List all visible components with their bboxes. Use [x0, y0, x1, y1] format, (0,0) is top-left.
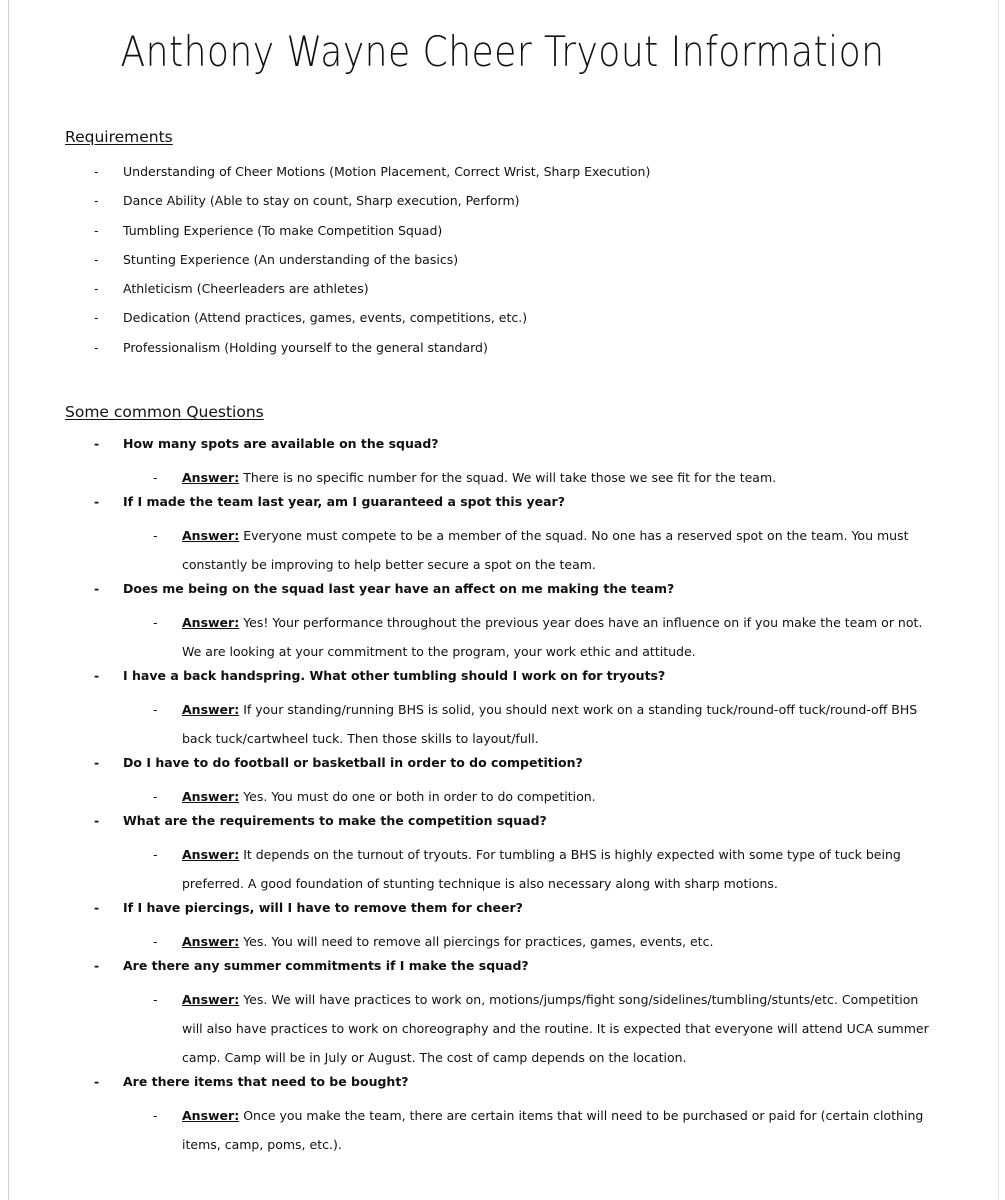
bullet-dash: - — [94, 581, 100, 596]
bullet-dash: - — [94, 251, 99, 267]
bullet-dash: - — [94, 958, 100, 973]
question-text: Do I have to do football or basketball in order to do competition? — [123, 755, 583, 770]
answer-text: Yes. You will need to remove all piercings for practices, games, events, etc. — [243, 934, 714, 949]
bullet-dash: - — [153, 789, 158, 804]
requirement-item — [0, 162, 1005, 191]
answer-text: Everyone must compete to be a member of the squad. No one has a reserved spot on the team. You must constantly be improving to help better secure a spot on the team. — [182, 528, 909, 572]
faq-list — [0, 434, 1005, 1159]
bullet-dash: - — [153, 934, 158, 949]
question-item — [0, 434, 1005, 463]
question-text: Are there any summer commitments if I make the squad? — [123, 958, 529, 973]
answer-label: Answer: — [182, 1108, 240, 1123]
requirement-item — [0, 308, 1005, 337]
answer-label: Answer: — [182, 789, 240, 804]
question-text: What are the requirements to make the competition squad? — [123, 813, 547, 828]
bullet-dash: - — [94, 281, 99, 297]
answer-item — [0, 608, 1005, 666]
answer-item — [0, 463, 1005, 492]
bullet-dash: - — [94, 164, 99, 179]
answer-item — [0, 985, 1005, 1072]
bullet-dash: - — [94, 494, 100, 509]
answer-text: Yes! Your performance throughout the previous year does have an influence on if you make the team or not. We are looking at your commitment to the program, your work ethic and attitude. — [182, 615, 923, 659]
requirement-text: Stunting Experience (An understanding of the basics) — [123, 251, 459, 267]
answer-item — [0, 695, 1005, 753]
question-item — [0, 666, 1005, 695]
common-questions-heading: Some common Questions — [65, 403, 264, 421]
answer-item — [0, 1101, 1005, 1159]
question-text: If I made the team last year, am I guaranteed a spot this year? — [123, 494, 565, 509]
requirement-item — [0, 338, 1005, 367]
question-text: Are there items that need to be bought? — [123, 1074, 409, 1089]
answer-label: Answer: — [182, 847, 240, 862]
question-item — [0, 492, 1005, 521]
question-text: How many spots are available on the squad? — [123, 436, 439, 451]
bullet-dash: - — [153, 470, 158, 485]
answer-item — [0, 782, 1005, 811]
bullet-dash: - — [153, 992, 158, 1007]
requirement-text: Understanding of Cheer Motions (Motion Placement, Correct Wrist, Sharp Execution) — [123, 164, 651, 179]
answer-text: If your standing/running BHS is solid, you should next work on a standing tuck/round-off tuck/round-off BHS back tuck/cartwheel tuck. Then those skills to layout/full. — [182, 702, 918, 746]
requirement-text: Dance Ability (Able to stay on count, Sharp execution, Perform) — [123, 193, 520, 209]
answer-label: Answer: — [182, 702, 240, 717]
answer-item — [0, 840, 1005, 898]
answer-text: It depends on the turnout of tryouts. For tumbling a BHS is highly expected with some type of tuck being preferred. A good foundation of stunting technique is also necessary along with sharp motions. — [182, 847, 901, 891]
answer-label: Answer: — [182, 615, 240, 630]
answer-text: Yes. We will have practices to work on, motions/jumps/fight song/sidelines/tumbling/stunts/etc. Competition will also have practices to work on choreography and the routine. It is expected that everyone will attend UCA summer camp. Camp will be in July or August. The cost of camp depends on the location. — [182, 992, 929, 1065]
bullet-dash: - — [153, 1108, 158, 1123]
requirement-text: Dedication (Attend practices, games, events, competitions, etc.) — [123, 310, 528, 326]
bullet-dash: - — [94, 193, 99, 209]
question-text: Does me being on the squad last year have an affect on me making the team? — [123, 581, 675, 596]
answer-item — [0, 927, 1005, 956]
answer-item — [0, 521, 1005, 579]
requirement-text: Professionalism (Holding yourself to the general standard) — [123, 339, 488, 355]
bullet-dash: - — [94, 755, 100, 770]
requirements-list — [0, 162, 1005, 367]
bullet-dash: - — [94, 436, 100, 451]
requirement-text: Athleticism (Cheerleaders are athletes) — [123, 281, 369, 297]
answer-text: Once you make the team, there are certain items that will need to be purchased or paid for (certain clothing items, camp, poms, etc.). — [182, 1108, 924, 1152]
requirement-item — [0, 191, 1005, 220]
answer-label: Answer: — [182, 934, 240, 949]
answer-text: There is no specific number for the squad. We will take those we see fit for the team. — [243, 470, 777, 485]
bullet-dash: - — [94, 813, 100, 828]
bullet-dash: - — [94, 339, 99, 355]
bullet-dash: - — [94, 900, 100, 915]
document-title: Anthony Wayne Cheer Tryout Information — [120, 27, 885, 76]
requirement-text: Tumbling Experience (To make Competition Squad) — [123, 222, 443, 238]
requirement-item — [0, 221, 1005, 250]
question-item — [0, 811, 1005, 840]
bullet-dash: - — [94, 1074, 100, 1089]
question-item — [0, 956, 1005, 985]
answer-text: Yes. You must do one or both in order to do competition. — [243, 789, 596, 804]
bullet-dash: - — [94, 222, 99, 238]
bullet-dash: - — [153, 615, 158, 630]
bullet-dash: - — [94, 668, 100, 683]
answer-label: Answer: — [182, 528, 240, 543]
question-text: If I have piercings, will I have to remove them for cheer? — [123, 900, 523, 915]
question-item — [0, 898, 1005, 927]
question-item — [0, 579, 1005, 608]
requirement-item — [0, 250, 1005, 279]
bullet-dash: - — [94, 310, 99, 326]
question-item — [0, 753, 1005, 782]
bullet-dash: - — [153, 702, 158, 717]
requirements-heading: Requirements — [65, 128, 173, 146]
answer-label: Answer: — [182, 470, 240, 485]
bullet-dash: - — [153, 528, 158, 543]
requirement-item — [0, 279, 1005, 308]
question-item — [0, 1072, 1005, 1101]
question-text: I have a back handspring. What other tumbling should I work on for tryouts? — [123, 668, 666, 683]
answer-label: Answer: — [182, 992, 240, 1007]
bullet-dash: - — [153, 847, 158, 862]
